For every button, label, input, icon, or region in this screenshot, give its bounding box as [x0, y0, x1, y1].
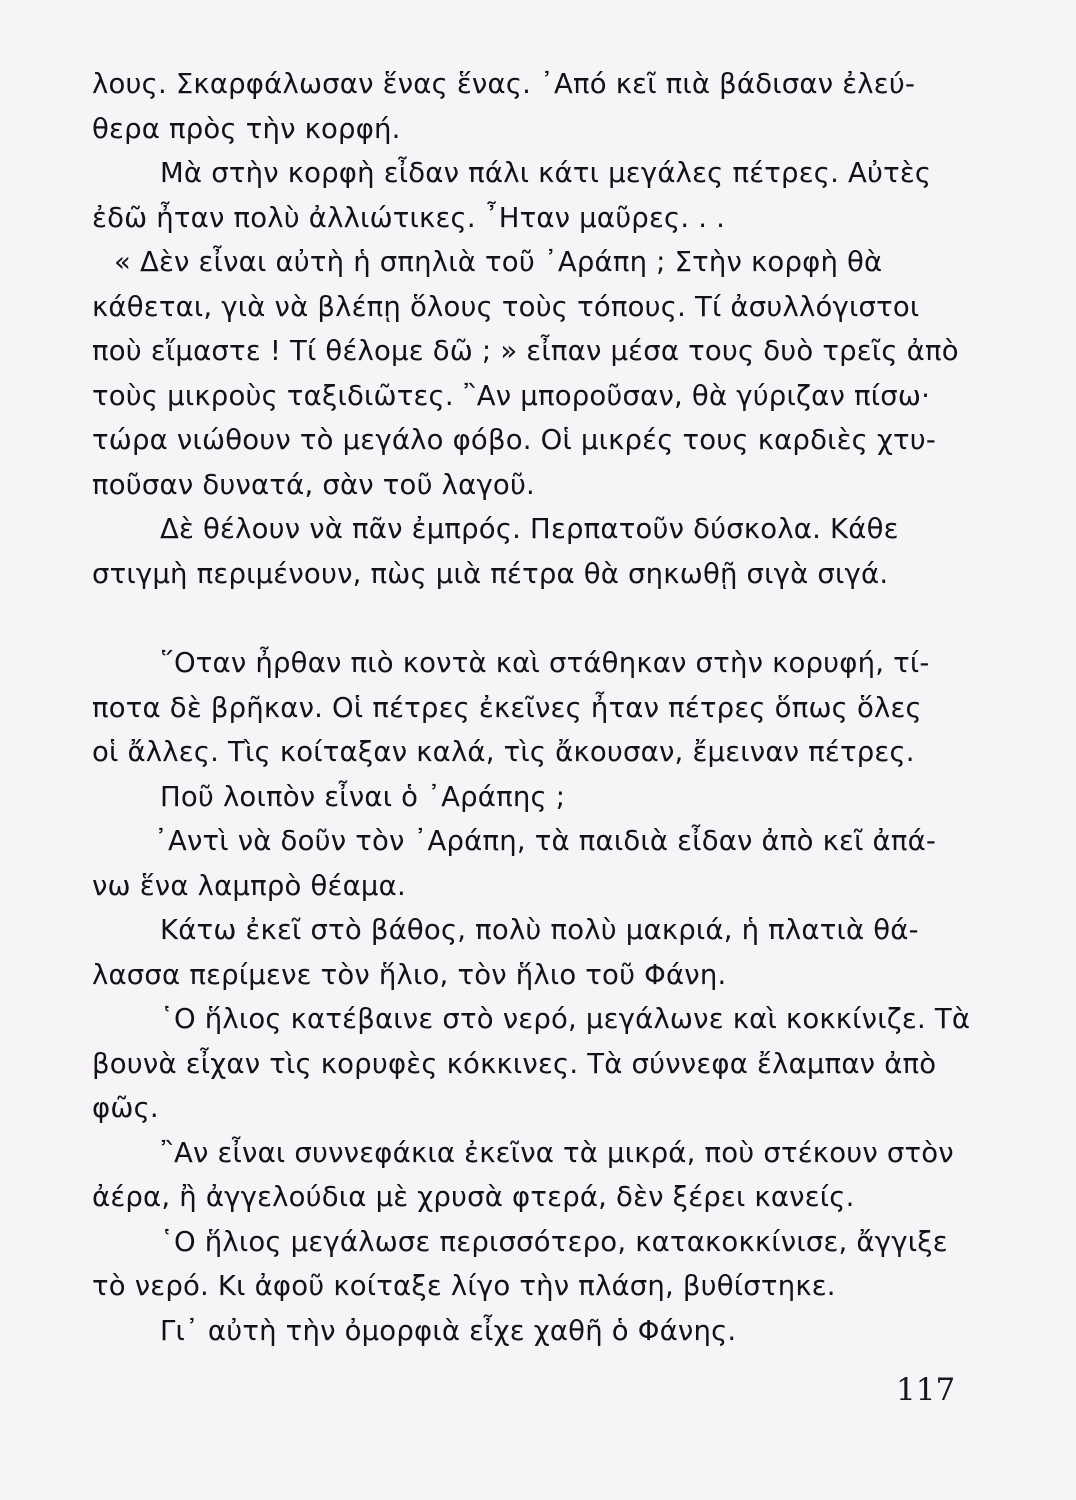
page-number: 117: [896, 1372, 956, 1408]
text-line-5: « Δὲν εἶναι αὐτὴ ἡ σπηλιὰ τοῦ ᾿Αράπη ; Στὴν κορφὴ θὰ: [114, 246, 883, 278]
text-line-8: τοὺς μικροὺς ταξιδιῶτες. ῍Αν μποροῦσαν, θὰ γύριζαν πίσω·: [92, 379, 931, 412]
text-line-1: λους. Σκαρφάλωσαν ἕνας ἕνας. ᾿Από κεῖ πιὰ βάδισαν ἐλεύ-: [92, 68, 916, 100]
text-line-16: Ποῦ λοιπὸν εἶναι ὁ ᾿Αράπης ;: [160, 780, 566, 813]
text-line-26: ῾Ο ἥλιος μεγάλωσε περισσότερο, κατακοκκίνισε, ἄγγιξε: [160, 1225, 948, 1258]
text-line-23: φῶς.: [92, 1092, 159, 1124]
section-gap: [92, 596, 962, 641]
body-text: [92, 62, 971, 1353]
text-line-10: ποῦσαν δυνατά, σὰν τοῦ λαγοῦ.: [92, 468, 535, 501]
text-line-15: οἱ ἄλλες. Τὶς κοίταξαν καλά, τὶς ἄκουσαν, ἔμειναν πέτρες.: [92, 736, 915, 768]
text-line-18: νω ἕνα λαμπρὸ θέαμα.: [92, 869, 406, 902]
text-line-9: τώρα νιώθουν τὸ μεγάλο φόβο. Οἱ μικρές τους καρδιὲς χτυ-: [92, 424, 937, 456]
text-line-3: Μὰ στὴν κορφὴ εἶδαν πάλι κάτι μεγάλες πέτρες. Αὐτὲς: [160, 157, 932, 189]
text-line-28: Γι᾿ αὐτὴ τὴν ὀμορφιὰ εἶχε χαθῆ ὁ Φάνης.: [160, 1314, 737, 1347]
text-line-27: τὸ νερό. Κι ἀφοῦ κοίταξε λίγο τὴν πλάση, βυθίστηκε.: [92, 1270, 836, 1302]
text-line-14: ποτα δὲ βρῆκαν. Οἱ πέτρες ἐκεῖνες ἦταν πέτρες ὅπως ὅλες: [92, 691, 922, 724]
text-line-11: Δὲ θέλουν νὰ πᾶν ἐμπρός. Περπατοῦν δύσκολα. Κάθε: [160, 513, 899, 545]
text-line-25: ἀέρα, ἢ ἀγγελούδια μὲ χρυσὰ φτερά, δὲν ξέρει κανείς.: [92, 1181, 855, 1213]
text-line-4: ἐδῶ ἦταν πολὺ ἀλλιώτικες. ῏Ηταν μαῦρες. . .: [92, 201, 726, 234]
text-line-7: ποὺ εἴμαστε ! Τί θέλομε δῶ ; » εἶπαν μέσα τους δυὸ τρεῖς ἀπὸ: [92, 335, 959, 367]
text-line-12: στιγμὴ περιμένουν, πὼς μιὰ πέτρα θὰ σηκωθῇ σιγὰ σιγά.: [92, 557, 889, 590]
text-line-19: Κάτω ἐκεῖ στὸ βάθος, πολὺ πολὺ μακριά, ἡ πλατιὰ θά-: [160, 914, 919, 946]
text-line-24: ῍Αν εἶναι συννεφάκια ἐκεῖνα τὰ μικρά, ποὺ στέκουν στὸν: [160, 1136, 954, 1169]
text-line-2: θερα πρὸς τὴν κορφή.: [92, 112, 401, 145]
text-line-6: κάθεται, γιὰ νὰ βλέπῃ ὅλους τοὺς τόπους. Τί ἀσυλλόγιστοι: [92, 290, 920, 323]
text-line-17: ᾿Αντὶ νὰ δοῦν τὸν ᾿Αράπη, τὰ παιδιὰ εἶδαν ἀπὸ κεῖ ἀπά-: [154, 825, 937, 857]
text-line-21: ῾Ο ἥλιος κατέβαινε στὸ νερό, μεγάλωνε καὶ κοκκίνιζε. Τὰ: [160, 1003, 971, 1035]
text-line-20: λασσα περίμενε τὸν ἥλιο, τὸν ἥλιο τοῦ Φάνη.: [92, 958, 727, 991]
text-line-13: ῞Οταν ἦρθαν πιὸ κοντὰ καὶ στάθηκαν στὴν κορυφή, τί-: [160, 647, 930, 679]
text-line-22: βουνὰ εἶχαν τὶς κορυφὲς κόκκινες. Τὰ σύννεφα ἔλαμπαν ἀπὸ: [92, 1047, 937, 1080]
